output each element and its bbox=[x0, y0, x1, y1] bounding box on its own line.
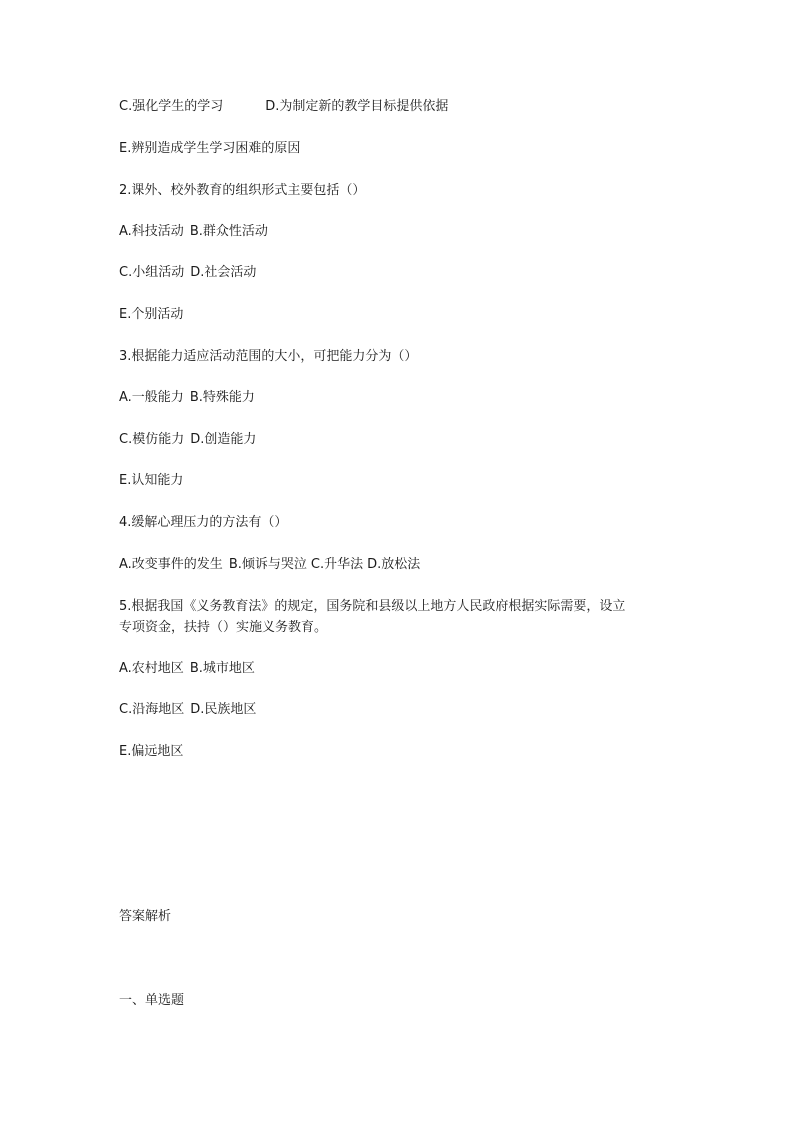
q3-options-ab bbox=[119, 388, 255, 408]
q4-options bbox=[119, 555, 420, 575]
q5-option-c: C.沿海地区 bbox=[119, 702, 185, 717]
q2-options-ab bbox=[119, 222, 268, 242]
q3-option-d: D.创造能力 bbox=[190, 432, 257, 447]
q2-option-e: E.个别活动 bbox=[119, 307, 184, 322]
single-choice-section-title: 一、单选题 bbox=[119, 993, 185, 1008]
q3-options-cd bbox=[119, 430, 256, 450]
q3-option-b: B.特殊能力 bbox=[189, 390, 255, 405]
option-line-cd bbox=[119, 97, 448, 117]
q5-option-b: B.城市地区 bbox=[189, 661, 255, 676]
q2-option-b: B.群众性活动 bbox=[189, 224, 268, 239]
q3-option-a: A.一般能力 bbox=[119, 390, 184, 405]
q5-option-d: D.民族地区 bbox=[190, 702, 257, 717]
q4-option-c: C.升华法 bbox=[310, 557, 364, 572]
q3-option-e: E.认知能力 bbox=[119, 473, 184, 488]
q4-option-d: D.放松法 bbox=[367, 557, 421, 572]
q4-option-b: B.倾诉与哭泣 bbox=[228, 557, 307, 572]
q3-option-c: C.模仿能力 bbox=[119, 432, 185, 447]
question-5-line-2: 专项资金，扶持（）实施义务教育。 bbox=[119, 620, 328, 635]
question-2: 2.课外、校外教育的组织形式主要包括（） bbox=[119, 183, 366, 198]
q5-options-ab bbox=[119, 659, 255, 679]
q5-option-a: A.农村地区 bbox=[119, 661, 184, 676]
question-4: 4.缓解心理压力的方法有（） bbox=[119, 515, 288, 530]
question-3: 3.根据能力适应活动范围的大小，可把能力分为（） bbox=[119, 349, 418, 364]
question-5-line-1: 5.根据我国《义务教育法》的规定，国务院和县级以上地方人民政府根据实际需要，设立 bbox=[119, 599, 626, 614]
q2-option-d: D.社会活动 bbox=[190, 265, 257, 280]
option-e: E.辨别造成学生学习困难的原因 bbox=[119, 141, 301, 156]
q5-options-cd bbox=[119, 700, 256, 720]
q4-option-a: A.改变事件的发生 bbox=[119, 557, 223, 572]
option-c: C.强化学生的学习 bbox=[119, 99, 224, 114]
q5-option-e: E.偏远地区 bbox=[119, 744, 184, 759]
answer-section-title: 答案解析 bbox=[119, 909, 172, 924]
q2-options-cd bbox=[119, 263, 256, 283]
q2-option-c: C.小组活动 bbox=[119, 265, 185, 280]
q2-option-a: A.科技活动 bbox=[119, 224, 184, 239]
option-d: D.为制定新的教学目标提供依据 bbox=[265, 99, 449, 114]
